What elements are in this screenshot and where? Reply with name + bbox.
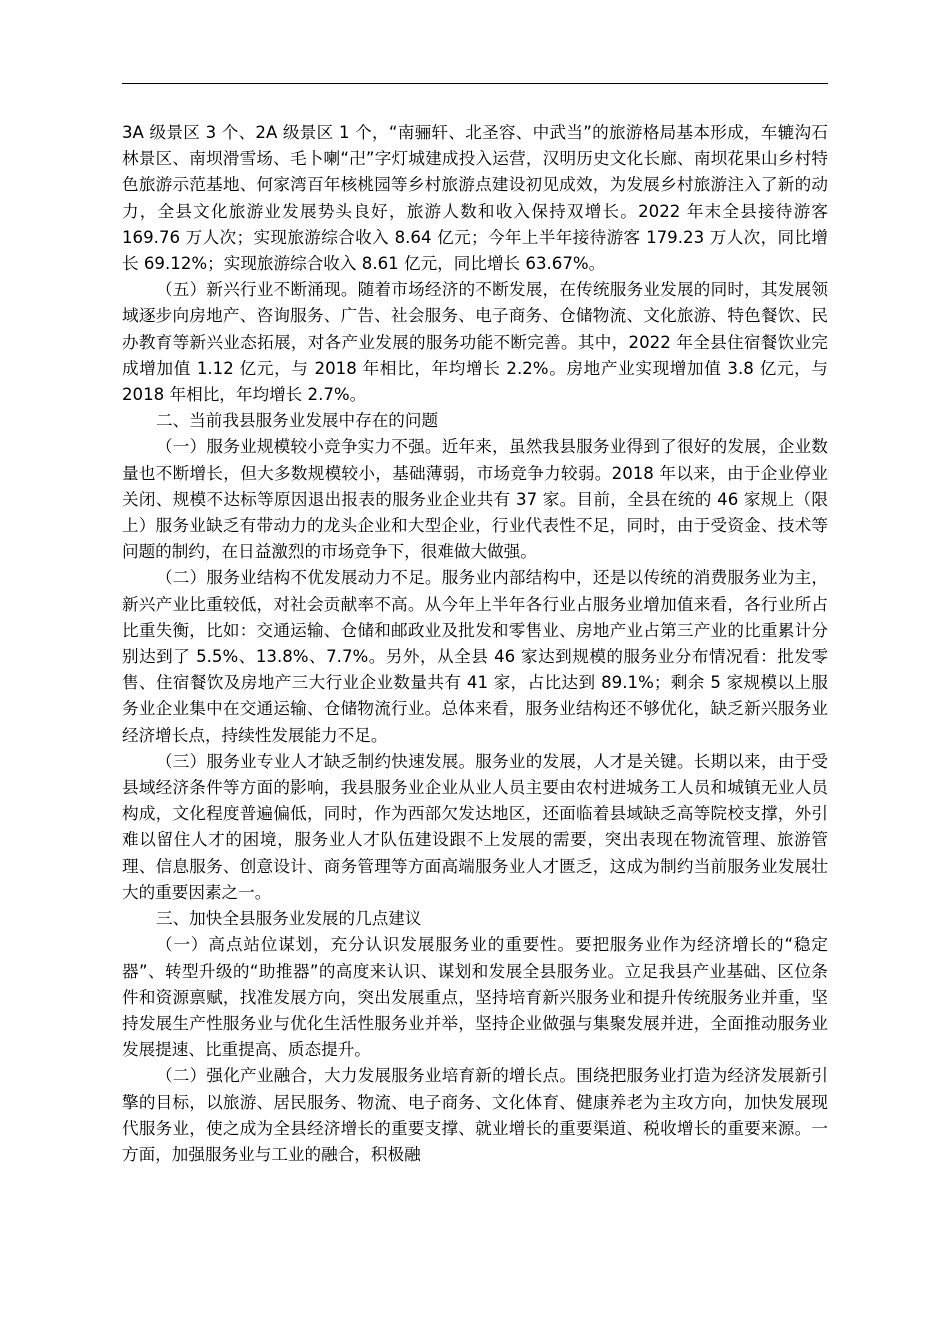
- paragraph-talent: （三）服务业专业人才缺乏制约快速发展。服务业的发展，人才是关键。长期以来，由于受县域经济条件等方面的影响，我县服务业企业从业人员主要由农村进城务工人员和城镇无业人员构成，文化程度普遍偏低，同时，作为西部欠发达地区，还面临着县域缺乏高等院校支撑，外引难以留住人才的困境，服务业人才队伍建设跟不上发展的需要，突出表现在物流管理、旅游管理、信息服务、创意设计、商务管理等方面高端服务业人才匮乏，这成为制约当前服务业发展壮大的重要因素之一。: [122, 751, 828, 902]
- paragraph-emerging-industries: （五）新兴行业不断涌现。随着市场经济的不断发展，在传统服务业发展的同时，其发展领域逐步向房地产、咨询服务、广告、社会服务、电子商务、仓储物流、文化旅游、特色餐饮、民办教育等新兴业态拓展，对各产业发展的服务功能不断完善。其中，2022 年全县住宿餐饮业完成增加值 1.12 亿元，与 2018 年相比，年均增长 2.2%。房地产业实现增加值 3.8 亿元，与 2018 年相比，年均增长 2.7%。: [122, 280, 828, 405]
- paragraph-continuation: 3A 级景区 3 个、2A 级景区 1 个，“南骊轩、北圣容、中武当”的旅游格局基本形成，车辘沟石林景区、南坝滑雪场、毛卜喇“卍”字灯城建成投入运营，汉明历史文化长廊、南坝花果山乡村特色旅游示范基地、何家湾百年核桃园等乡村旅游点建设初见成效，为发展乡村旅游注入了新的动力，全县文化旅游业发展势头良好，旅游人数和收入保持双增长。2022 年末全县接待游客 169.76 万人次；实现旅游综合收入 8.64 亿元；今年上半年接待游客 179.23 万人次，同比增长 69.12%；实现旅游综合收入 8.61 亿元，同比增长 63.67%。: [122, 123, 828, 274]
- header-rule: [122, 83, 828, 84]
- paragraph-structure: （二）服务业结构不优发展动力不足。服务业内部结构中，还是以传统的消费服务业为主，新兴产业比重较低，对社会贡献率不高。从今年上半年各行业占服务业增加值来看，各行业所占比重失衡，比如：交通运输、仓储和邮政业及批发和零售业、房地产业占第三产业的比重累计分别达到了 5.5%、13.8%、7.7%。另外，从全县 46 家达到规模的服务业分布情况看：批发零售、住宿餐饮及房地产三大行业企业数量共有 41 家，占比达到 89.1%；剩余 5 家规模以上服务业企业集中在交通运输、仓储物流行业。总体来看，服务业结构还不够优化，缺乏新兴服务业经济增长点，持续性发展能力不足。: [122, 568, 828, 745]
- paragraph-integration: （二）强化产业融合，大力发展服务业培育新的增长点。围绕把服务业打造为经济发展新引擎的目标，以旅游、居民服务、物流、电子商务、文化体育、健康养老为主攻方向，加快发展现代服务业，使之成为全县经济增长的重要支撑、就业增长的重要渠道、税收增长的重要来源。一方面，加强服务业与工业的融合，积极融: [122, 1066, 828, 1164]
- section-heading-problems: 二、当前我县服务业发展中存在的问题: [156, 411, 439, 431]
- document-body: [122, 120, 828, 1168]
- section-heading-suggestions: 三、加快全县服务业发展的几点建议: [156, 909, 422, 929]
- paragraph-small-scale: （一）服务业规模较小竞争实力不强。近年来，虽然我县服务业得到了很好的发展，企业数量也不断增长，但大多数规模较小，基础薄弱，市场竞争力较弱。2018 年以来，由于企业停业关闭、规模不达标等原因退出报表的服务业企业共有 37 家。目前，全县在统的 46 家规上（限上）服务业缺乏有带动力的龙头企业和大型企业，行业代表性不足，同时，由于受资金、技术等问题的制约，在日益激烈的市场竞争下，很难做大做强。: [122, 437, 828, 562]
- paragraph-planning: （一）高点站位谋划，充分认识发展服务业的重要性。要把服务业作为经济增长的“稳定器”、转型升级的“助推器”的高度来认识、谋划和发展全县服务业。立足我县产业基础、区位条件和资源禀赋，找准发展方向，突出发展重点，坚持培育新兴服务业和提升传统服务业并重，坚持发展生产性服务业与优化生活性服务业并举，坚持企业做强与集聚发展并进，全面推动服务业发展提速、比重提高、质态提升。: [122, 935, 828, 1060]
